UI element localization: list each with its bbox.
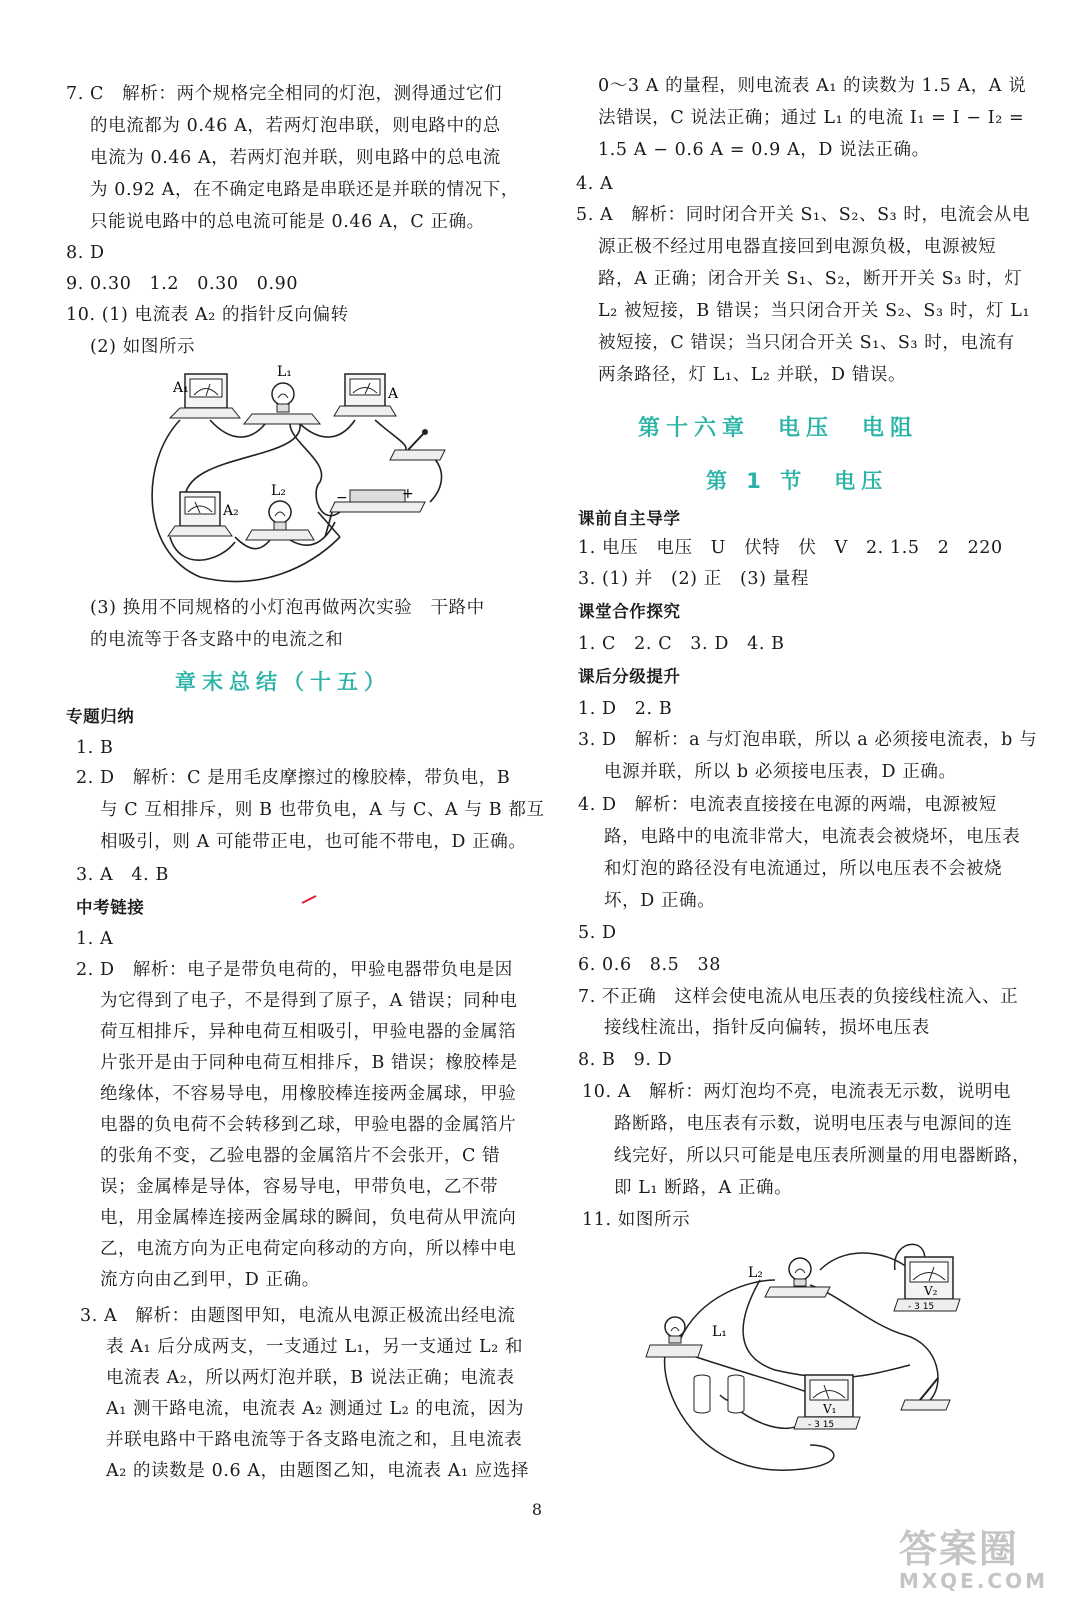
k6: 6. 0.6 8.5 38 <box>578 955 721 975</box>
z2-line8: 误；金属棒是导体，容易导电，甲带负电，乙不带 <box>100 1177 499 1197</box>
z5-line1: 5. A 解析：同时闭合开关 S₁、S₂、S₃ 时，电流会从电 <box>576 205 1031 225</box>
q10c-line1: (3) 换用不同规格的小灯泡再做两次实验 干路中 <box>90 598 485 618</box>
q7-line2: 的电流都为 0.46 A，若两灯泡串联，则电路中的总 <box>90 116 501 136</box>
section-topic-summary: 专题归纳 <box>66 707 135 726</box>
section-exam-link: 中考链接 <box>76 898 145 917</box>
k10-line2: 路断路，电压表有示数，说明电压表与电源间的连 <box>614 1114 1013 1134</box>
label-minus: − <box>336 490 348 506</box>
voltmeter-circuit-figure <box>640 1235 970 1480</box>
z5-line2: 源正极不经过用电器直接回到电源负极，电源被短 <box>598 237 997 257</box>
watermark-logo: 答案圈 <box>898 1527 1019 1571</box>
z2-line3: 荷互相排斥，异种电荷互相吸引，甲验电器的金属箔 <box>100 1022 517 1042</box>
label-a1: A₁ <box>173 380 189 396</box>
q10c-line2: 的电流等于各支路中的电流之和 <box>90 630 344 650</box>
z3-line4: A₁ 测干路电流，电流表 A₂ 测通过 L₂ 的电流，因为 <box>106 1399 525 1419</box>
z2-line2: 为它得到了电子，不是得到了原子，A 错误；同种电 <box>100 991 518 1011</box>
s2-line2: 与 C 互相排斥，则 B 也带负电，A 与 C、A 与 B 都互 <box>100 800 545 820</box>
s1: 1. B <box>76 738 114 758</box>
z2-line9: 电，用金属棒连接两金属球的瞬间，负电荷从甲流向 <box>100 1208 517 1228</box>
z2-line11: 流方向由乙到甲，D 正确。 <box>100 1270 320 1290</box>
k4-line1: 4. D 解析：电流表直接接在电源的两端，电源被短 <box>578 795 997 815</box>
z2-line1: 2. D 解析：电子是带负电荷的，甲验电器带负电是因 <box>76 960 513 980</box>
label-l1: L₁ <box>277 364 292 380</box>
red-pen-mark <box>300 893 320 907</box>
k3-line1: 3. D 解析：a 与灯泡串联，所以 a 必须接电流表，b 与 <box>578 730 1038 750</box>
z3-line1: 3. A 解析：由题图甲知，电流从电源正极流出经电流 <box>80 1306 516 1326</box>
q7-line5: 只能说电路中的总电流可能是 0.46 A，C 正确。 <box>90 212 485 232</box>
z5-line4: L₂ 被短接，B 错误；当只闭合开关 S₂、S₃ 时，灯 L₁ <box>598 301 1031 321</box>
label-a2: A₂ <box>223 503 239 519</box>
z2-line5: 绝缘体，不容易导电，用橡胶棒连接两金属球，甲验 <box>100 1084 517 1104</box>
z3-line6: A₂ 的读数是 0.6 A，由题图乙知，电流表 A₁ 应选择 <box>106 1461 530 1481</box>
z1: 1. A <box>76 929 114 949</box>
heading-pre-class: 课前自主导学 <box>578 509 681 528</box>
q7-line4: 为 0.92 A，在不确定电路是串联还是并联的情况下， <box>90 180 519 200</box>
p3: 3. (1) 并 (2) 正 (3) 量程 <box>578 569 809 589</box>
z2-line6: 电器的负电荷不会转移到乙球，甲验电器的金属箔片 <box>100 1115 517 1135</box>
q7-line3: 电流为 0.46 A，若两灯泡并联，则电路中的总电流 <box>90 148 501 168</box>
label-v1: V₁ <box>823 1402 837 1416</box>
z5-line6: 两条路径，灯 L₁、L₂ 并联，D 错误。 <box>598 365 907 385</box>
label-l2: L₂ <box>748 1265 763 1281</box>
q10-line1: 10. (1) 电流表 A₂ 的指针反向偏转 <box>66 305 349 325</box>
k89: 8. B 9. D <box>578 1050 673 1070</box>
label-l1: L₁ <box>712 1324 727 1340</box>
c1: 1. C 2. C 3. D 4. B <box>578 634 785 654</box>
label-l2: L₂ <box>271 483 286 499</box>
k10-line1: 10. A 解析：两灯泡均不亮，电流表无示数，说明电 <box>582 1082 1012 1102</box>
scale-v1: - 3 15 <box>808 1420 835 1430</box>
heading-after-class: 课后分级提升 <box>578 667 681 686</box>
switch <box>390 429 445 460</box>
z3c-line1: 0～3 A 的量程，则电流表 A₁ 的读数为 1.5 A，A 说 <box>598 76 1027 96</box>
bulb-l2 <box>246 501 314 540</box>
k4-line2: 路，电路中的电流非常大，电流表会被烧坏，电压表 <box>604 827 1021 847</box>
watermark-url: MXQE.COM <box>898 1569 1048 1593</box>
k10-line3: 线完好，所以只可能是电压表所测量的用电器断路， <box>614 1146 1031 1166</box>
q10-line2: (2) 如图所示 <box>90 337 196 357</box>
z5-line3: 路，A 正确；闭合开关 S₁、S₂，断开开关 S₃ 时，灯 <box>598 269 1023 289</box>
q9: 9. 0.30 1.2 0.30 0.90 <box>66 274 299 294</box>
bulb-l1 <box>646 1317 702 1357</box>
bulb-l2 <box>765 1258 830 1297</box>
z2-line10: 乙，电流方向为正电荷定向移动的方向，所以棒中电 <box>100 1239 517 1259</box>
s2-line1: 2. D 解析：C 是用毛皮摩擦过的橡胶棒，带负电，B <box>76 768 511 788</box>
label-a: A <box>388 386 399 402</box>
k3-line2: 电源并联，所以 b 必须接电压表，D 正确。 <box>604 762 957 782</box>
k10-line4: 即 L₁ 断路，A 正确。 <box>614 1178 793 1198</box>
bulb-l1 <box>244 383 320 424</box>
k4-line3: 和灯泡的路径没有电流通过，所以电压表不会被烧 <box>604 859 1003 879</box>
ammeter-a <box>334 374 396 416</box>
k12: 1. D 2. B <box>578 699 673 719</box>
k5: 5. D <box>578 923 617 943</box>
k7-line1: 7. 不正确 这样会使电流从电压表的负接线柱流入、正 <box>578 987 1019 1007</box>
q7-line1: 7. C 解析：两个规格完全相同的灯泡，测得通过它们 <box>66 84 503 104</box>
z5-line5: 被短接，C 错误；当只闭合开关 S₁、S₃ 时，电流有 <box>598 333 1015 353</box>
k7-line2: 接线柱流出，指针反向偏转，损坏电压表 <box>604 1018 930 1038</box>
z3c-line2: 法错误，C 说法正确；通过 L₁ 的电流 I₁ = I − I₂ = <box>598 108 1025 128</box>
z3-line2: 表 A₁ 后分成两支，一支通过 L₁，另一支通过 L₂ 和 <box>106 1337 524 1357</box>
p1: 1. 电压 电压 U 伏特 伏 V 2. 1.5 2 220 <box>578 538 1003 558</box>
parallel-circuit-figure <box>140 362 470 592</box>
scale-v2: - 3 15 <box>908 1302 935 1312</box>
heading-in-class: 课堂合作探究 <box>578 602 681 621</box>
s34: 3. A 4. B <box>76 865 169 885</box>
switch <box>901 1378 950 1410</box>
chapter-summary-title: 章末总结（十五） <box>175 670 391 694</box>
page-number: 8 <box>531 1500 543 1519</box>
k4-line4: 坏，D 正确。 <box>604 891 716 911</box>
label-plus: + <box>402 486 414 502</box>
chapter-title: 第十六章 电压 电阻 <box>638 416 919 441</box>
watermark <box>899 1528 1048 1592</box>
z2-line4: 片张开是由于同种电荷互相排斥，B 错误；橡胶棒是 <box>100 1053 518 1073</box>
s2-line3: 相吸引，则 A 可能带正电，也可能不带电，D 正确。 <box>100 832 527 852</box>
q8: 8. D <box>66 243 105 263</box>
z4: 4. A <box>576 174 614 194</box>
k11: 11. 如图所示 <box>582 1210 691 1230</box>
z3c-line3: 1.5 A − 0.6 A = 0.9 A，D 说法正确。 <box>598 140 930 160</box>
z3-line5: 并联电路中干路电流等于各支路电流之和，且电流表 <box>106 1430 523 1450</box>
z2-line7: 的张角不变，乙验电器的金属箔片不会张开，C 错 <box>100 1146 501 1166</box>
section-title: 第 1 节 电压 <box>706 469 889 493</box>
z3-line3: 电流表 A₂，所以两灯泡并联，B 说法正确；电流表 <box>106 1368 515 1388</box>
battery-cells <box>694 1375 744 1413</box>
label-v2: V₂ <box>924 1284 938 1298</box>
